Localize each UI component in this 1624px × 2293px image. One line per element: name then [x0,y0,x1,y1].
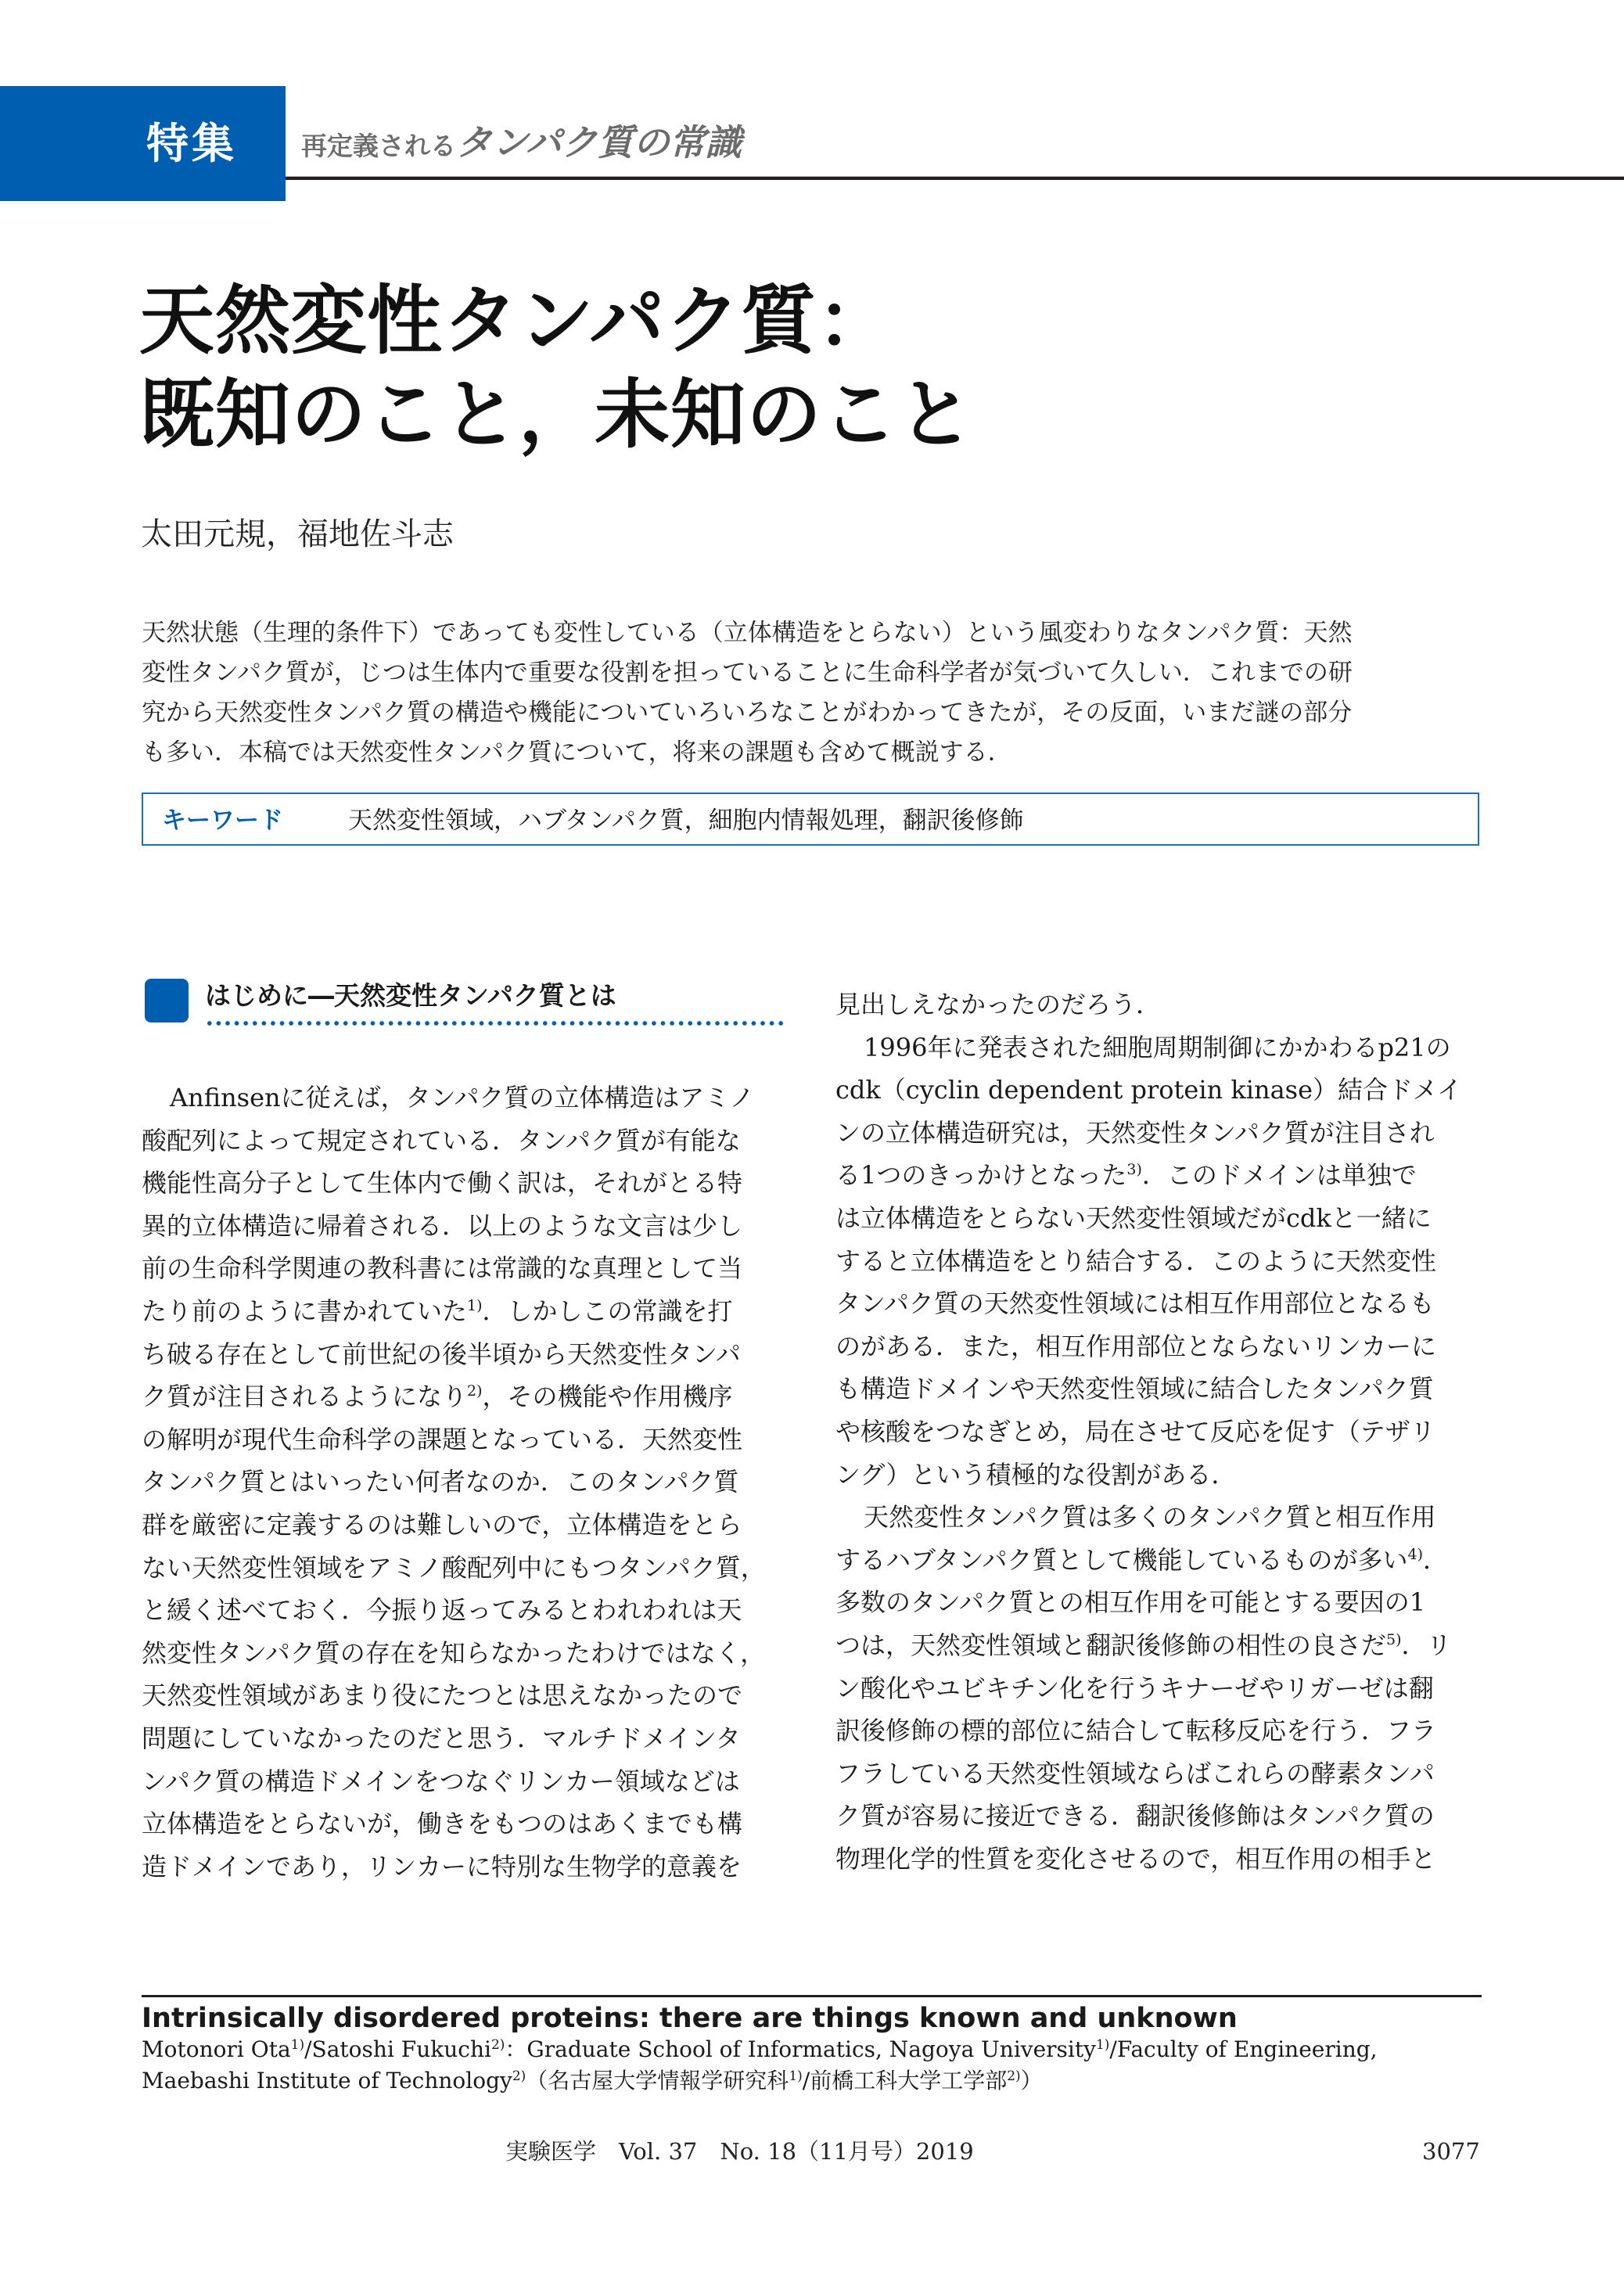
body-line [835,1368,1485,1411]
body-text: ク質が注目されるようになり [142,1382,468,1412]
body-line [142,1375,791,1418]
citation-ref: 4) [1407,1545,1424,1563]
body-text: ない天然変性領域をアミノ酸配列中にもつタンパク質， [142,1552,766,1583]
series-title-small: 再定義される [301,131,456,161]
body-text: の解明が現代生命科学の課題となっている．天然変性 [142,1424,743,1454]
body-text: 天然変性領域があまり役にたつとは思えなかったので [142,1680,743,1711]
body-line [142,1418,791,1461]
body-text: 1996年に発表された細胞周期制御にかかわるp21の [864,1032,1451,1062]
body-text: 前の生命科学関連の教科書には常識的な真理として当 [142,1253,743,1284]
abstract-line: も多い．本稿では天然変性タンパク質について，将来の課題も含めて概説する． [142,739,1012,767]
body-text: ち破る存在として前世紀の後半頃から天然変性タンパ [142,1339,741,1369]
body-line [142,1290,791,1333]
body-line [835,1197,1485,1240]
body-text: 見出しえなかったのだろう． [835,990,1162,1019]
body-line [142,1632,791,1675]
abstract-line: 変性タンパク質が，じつは生体内で重要な役割を担っていることに生命科学者が気づいて久しい．これまでの研 [142,659,1353,687]
body-line [835,1624,1485,1667]
body-line [835,1282,1485,1325]
body-line [142,1504,791,1547]
body-line [835,1411,1485,1454]
body-text: ンの立体構造研究は，天然変性タンパク質が注目され [835,1117,1435,1148]
body-line [835,1154,1485,1197]
body-line [835,983,1485,1026]
body-line [835,1026,1485,1069]
body-line [835,1838,1485,1881]
body-text: ．このドメインは単独で [1141,1160,1417,1191]
body-line [142,1461,791,1504]
affil-text: /Satoshi Fukuchi [304,2036,491,2062]
body-text: ．リ [1401,1630,1452,1660]
body-text: するハブタンパク質として機能しているものが多い [835,1544,1408,1575]
body-text: フラしている天然変性領域ならばこれらの酵素タンパ [835,1758,1435,1788]
body-line [835,1112,1485,1155]
body-text: タンパク質の天然変性領域には相互作用部位となるも [835,1288,1435,1319]
body-line [835,1069,1485,1112]
affil-text: Motonori Ota [142,2036,291,2062]
body-line [142,1760,791,1803]
body-text: Anfinsenに従えば，タンパク質の立体構造はアミノ [170,1083,755,1112]
body-text: は立体構造をとらない天然変性領域だがcdkと一緒に [835,1202,1432,1233]
affil-sup: 2) [1007,2068,1021,2084]
body-text: る1つのきっかけとなった [835,1160,1127,1191]
body-line [142,1802,791,1846]
article-authors: 太田元規，福地佐斗志 [141,516,454,552]
body-text: 天然変性タンパク質は多くのタンパク質と相互作用 [864,1502,1436,1533]
body-column-right [835,983,1485,1880]
body-line [835,1752,1485,1795]
body-line [142,1674,791,1717]
body-text: 然変性タンパク質の存在を知らなかったわけではなく， [142,1637,766,1668]
body-text: タンパク質とはいったい何者なのか．このタンパク質 [142,1467,739,1497]
affil-text: /Faculty of Engineering, [1109,2036,1378,2062]
citation-ref: 3) [1126,1161,1142,1179]
abstract [142,613,1483,773]
body-text: 造ドメインであり，リンカーに特別な生物学的意義を [142,1851,742,1881]
body-line [835,1496,1485,1539]
affil-sup: 1) [789,2068,803,2084]
section-dotted-rule [205,1021,784,1026]
body-text: 機能性高分子として生体内で働く訳は，それがとる特 [142,1168,743,1199]
affil-text: Maebashi Institute of Technology [142,2068,512,2094]
affil-text: （名古屋大学情報学研究科 [526,2068,789,2094]
body-text: たり前のように書かれていた [142,1296,468,1326]
body-line [835,1709,1485,1752]
body-text: つは，天然変性領域と翻訳後修飾の相性の良さだ [835,1630,1387,1660]
abstract-line: 天然状態（生理的条件下）であっても変性している（立体構造をとらない）という風変わりなタンパク質：天然 [142,619,1353,647]
body-text: ング）という積極的な役割がある． [835,1459,1237,1490]
body-text: ン酸化やユビキチン化を行うキナーゼやリガーゼは翻 [835,1673,1434,1703]
body-text: ．しかしこの常識を打 [482,1296,733,1326]
body-line [835,1667,1485,1710]
body-line [835,1454,1485,1497]
feature-label: 特集 [146,119,237,168]
affil-sup: 2) [512,2068,526,2084]
page-number: 3077 [1422,2138,1480,2165]
body-text: cdk（cyclin dependent protein kinase）結合ドメイ [835,1075,1463,1105]
article-title-line-1: 天然変性タンパク質： [139,277,893,365]
body-text: のがある．また，相互作用部位とならないリンカーに [835,1331,1437,1361]
body-text: 立体構造をとらないが，働きをもつのはあくまでも構 [142,1809,743,1839]
body-text: ク質が容易に接近できる．翻訳後修飾はタンパク質の [835,1801,1435,1831]
affil-text: ） [1020,2068,1043,2094]
affil-text: ：Graduate School of Informatics, Nagoya University [505,2036,1096,2062]
article-title [139,274,974,462]
journal-citation: 実験医学 Vol. 37 No. 18（11月号）2019 [505,2138,974,2165]
section-heading: はじめに―天然変性タンパク質とは [205,980,616,1011]
body-text: 酸配列によって規定されている．タンパク質が有能な [142,1125,741,1155]
affiliation-line-2 [142,2065,1483,2097]
body-line [142,1547,791,1590]
citation-ref: 5) [1386,1630,1402,1648]
body-text: ンパク質の構造ドメインをつなぐリンカー領域などは [142,1766,740,1796]
body-text: 多数のタンパク質との相互作用を可能とする要因の1 [835,1587,1426,1618]
header-rule [286,176,1624,180]
english-title: Intrinsically disordered proteins: there are things known and unknown [142,2003,1238,2034]
body-text: 物理化学的性質を変化させるので，相互作用の相手と [835,1843,1436,1874]
body-line [142,1333,791,1376]
series-title [301,119,742,174]
body-line [835,1581,1485,1624]
citation-ref: 1) [467,1296,483,1314]
affil-sup: 2) [490,2037,505,2053]
body-text: 問題にしていなかったのだと思う．マルチドメインタ [142,1723,741,1753]
body-line [142,1589,791,1632]
author-affiliations [142,2034,1483,2097]
body-line [142,1162,791,1205]
body-text: 群を厳密に定義するのは難しいので，立体構造をとら [142,1509,742,1540]
affil-sup: 1) [1095,2037,1110,2053]
keyword-box [142,792,1479,846]
body-text: 異的立体構造に帰着される．以上のような文言は少し [142,1210,743,1241]
affil-sup: 1) [290,2037,305,2053]
body-line [142,1120,791,1163]
affil-text: /前橋工科大学工学部 [802,2068,1008,2094]
citation-ref: 2) [467,1382,483,1400]
keyword-label: キーワード [162,807,283,835]
body-line [835,1325,1485,1368]
keyword-list: 天然変性領域，ハブタンパク質，細胞内情報処理，翻訳後修飾 [348,807,1024,835]
body-line [142,1076,791,1120]
series-title-large: タンパク質の常識 [456,121,742,164]
body-line [142,1205,791,1248]
feature-band [0,86,286,201]
footer-rule [142,1995,1482,1997]
article-title-line-2: 既知のこと，未知のこと [139,371,974,458]
body-text: すると立体構造をとり結合する．このように天然変性 [835,1245,1437,1276]
body-text: や核酸をつなぎとめ，局在させて反応を促す（テザリ [835,1416,1435,1447]
body-line [142,1717,791,1760]
body-text: と緩く述べておく．今振り返ってみるとわれわれは天 [142,1595,742,1626]
body-text: ，その機能や作用機序 [482,1382,733,1412]
body-line [142,1247,791,1290]
body-text: も構造ドメインや天然変性領域に結合したタンパク質 [835,1374,1434,1404]
section-square-icon [145,979,189,1023]
body-line [835,1795,1485,1838]
abstract-line: 究から天然変性タンパク質の構造や機能についていろいろなことがわかってきたが，その反面，いまだ謎の部分 [142,699,1353,727]
body-line [142,1846,791,1889]
body-line [835,1240,1485,1283]
body-text: ． [1423,1544,1449,1575]
body-line [835,1539,1485,1582]
affiliation-line-1 [142,2034,1483,2065]
body-text: 訳後修飾の標的部位に結合して転移反応を行う．フラ [835,1716,1437,1746]
body-column-left [142,1076,791,1888]
